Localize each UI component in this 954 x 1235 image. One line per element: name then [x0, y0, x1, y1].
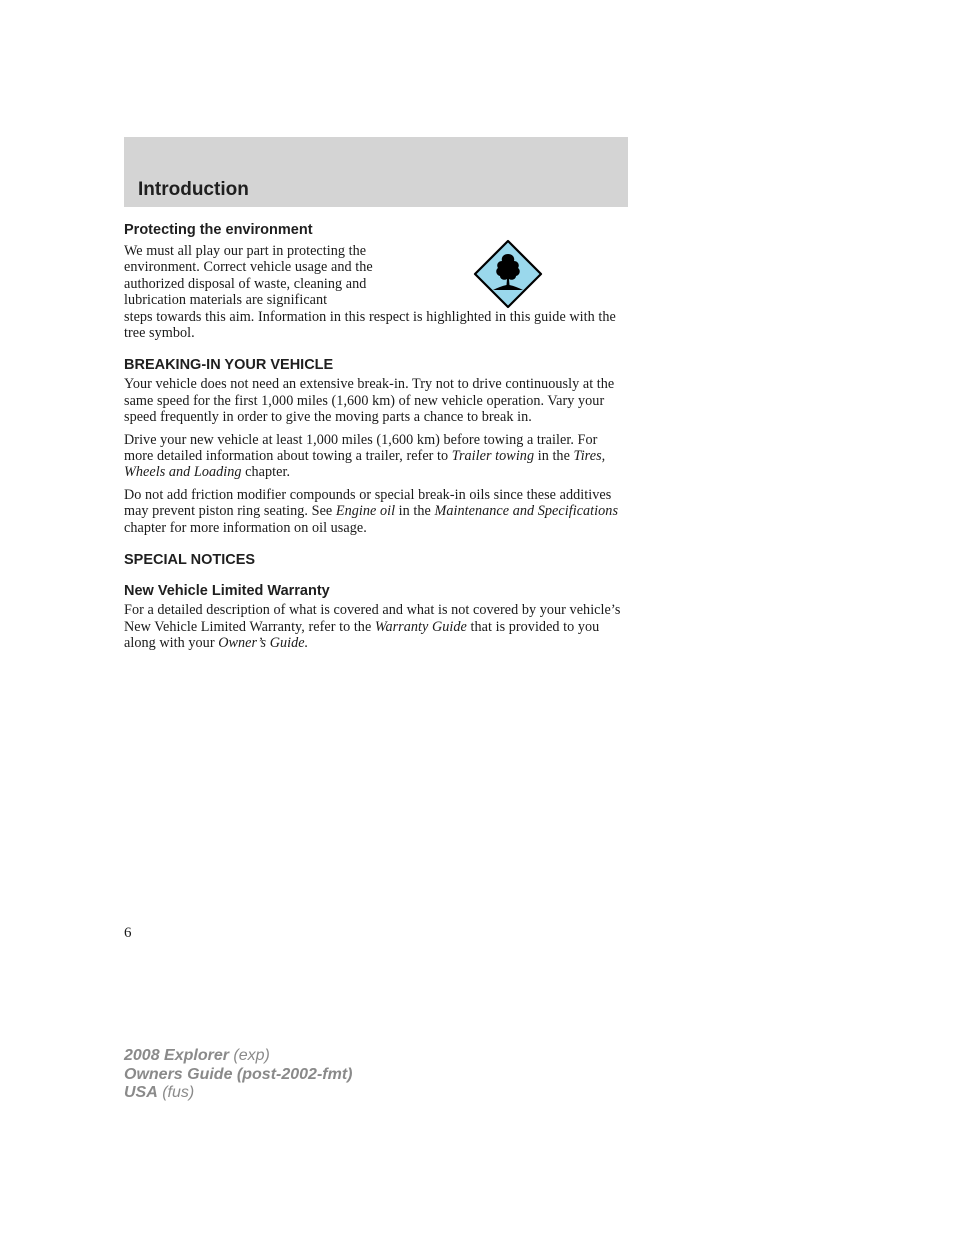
document-footer — [124, 1047, 352, 1103]
footer-line-1 — [124, 1047, 352, 1066]
heading-protecting-environment: Protecting the environment — [124, 222, 313, 238]
footer-market: USA — [124, 1084, 158, 1101]
text: For a detailed description of what is covered and what is not covered by your vehicle’s New Vehicle Limited Warranty, refer to the — [124, 602, 621, 635]
breaking-in-paragraph-1: Your vehicle does not need an extensive break-in. Try not to drive continuously at the same speed for the first 1,000 miles (1,600 km) of new vehicle operation. Vary your speed frequently in order to give the moving parts a chance to break in. — [124, 376, 615, 426]
environment-text-top: We must all play our part in protecting the environment. Correct vehicle usage and the authorized disposal of waste, cleaning and lubrication materials are significant — [124, 243, 373, 309]
footer-line-3 — [124, 1084, 352, 1103]
reference-owners-guide: Owner’s Guide. — [218, 634, 309, 651]
footer-guide: Owners Guide (post-2002-fmt) — [124, 1065, 353, 1083]
text: Do not add friction modifier compounds or special break-in oils since these additives may prevent piston ring seating. See — [124, 486, 612, 520]
page-content — [124, 220, 624, 651]
reference-trailer-towing: Trailer towing — [451, 448, 535, 465]
text: in the — [395, 503, 435, 520]
reference-warranty-guide: Warranty Guide — [374, 618, 467, 635]
reference-tires-wheels-loading: Tires, Wheels and Loading — [124, 448, 606, 481]
heading-special-notices: SPECIAL NOTICES — [124, 552, 256, 569]
warranty-paragraph — [124, 602, 624, 651]
footer-line-2 — [124, 1066, 352, 1085]
breaking-in-paragraph-3 — [124, 487, 624, 536]
text: in the — [534, 448, 574, 465]
tree-icon — [473, 239, 543, 309]
footer-model-code: (exp) — [228, 1047, 270, 1064]
text: that is provided to you along with your — [124, 618, 600, 651]
text: chapter for more information on oil usage. — [124, 519, 367, 536]
page-number: 6 — [124, 925, 132, 941]
header-band — [124, 137, 628, 207]
breaking-in-paragraph-2 — [124, 432, 624, 481]
text: chapter. — [241, 464, 291, 481]
footer-market-code: (fus) — [157, 1084, 195, 1101]
reference-engine-oil: Engine oil — [335, 503, 396, 520]
footer-model: 2008 Explorer — [124, 1047, 229, 1064]
reference-maintenance-specifications: Maintenance and Specifications — [434, 503, 619, 520]
environment-text-bottom: steps towards this aim. Information in this respect is highlighted in this guide with the tree symbol. — [124, 308, 616, 342]
section-title: Introduction — [138, 179, 249, 200]
heading-new-vehicle-limited-warranty: New Vehicle Limited Warranty — [124, 583, 330, 600]
text: Drive your new vehicle at least 1,000 miles (1,600 km) before towing a trailer. For more detailed information about towing a trailer, refer to — [124, 431, 598, 465]
heading-breaking-in: BREAKING-IN YOUR VEHICLE — [124, 357, 334, 374]
environment-block — [124, 243, 624, 341]
